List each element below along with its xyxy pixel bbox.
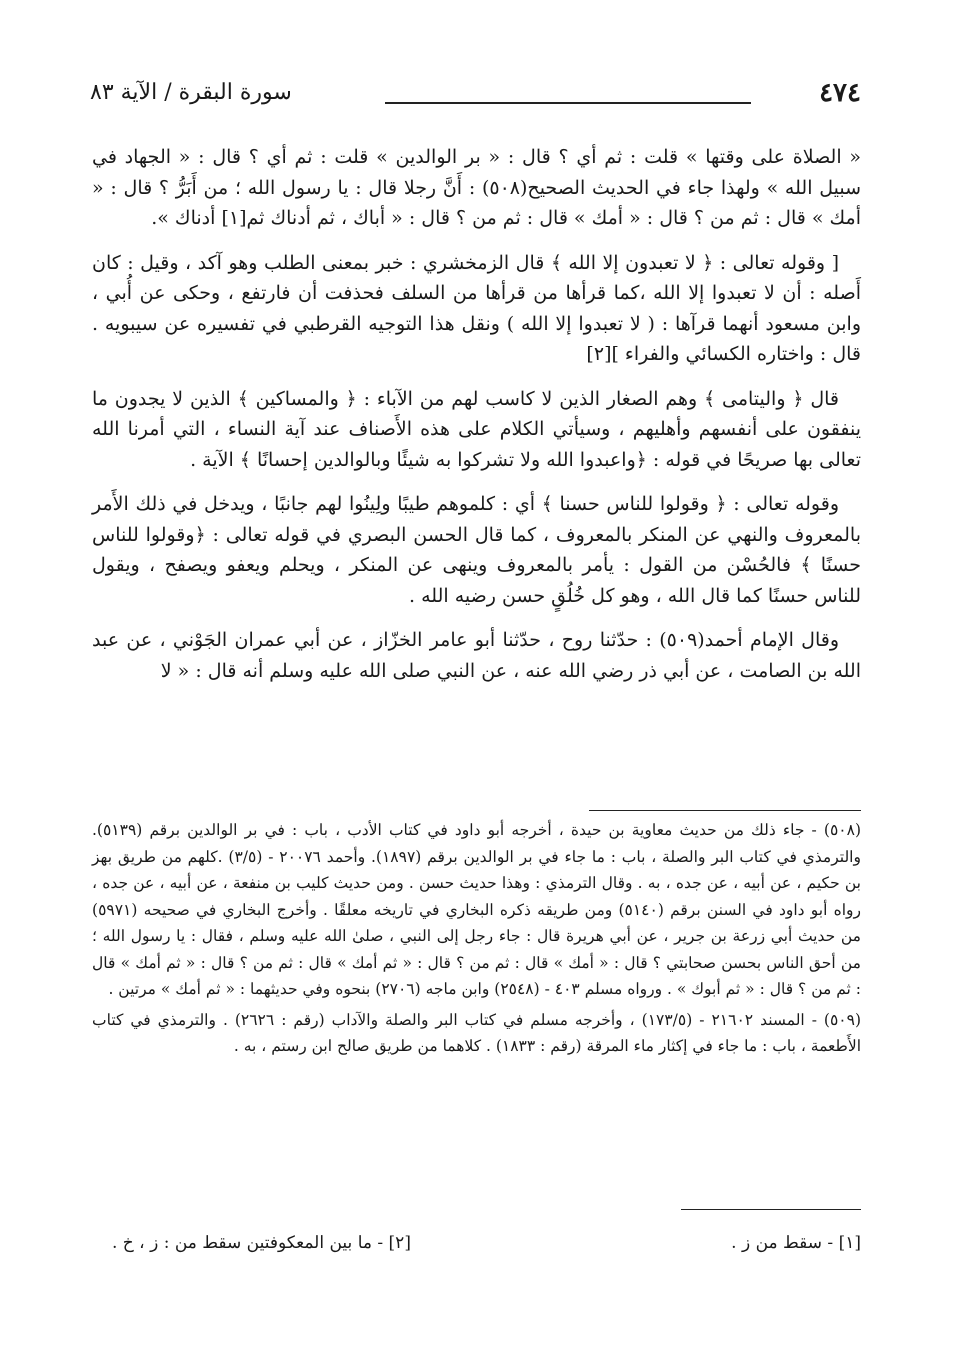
paragraph-hadith-continuation: « الصلاة على وقتها » قلت : ثم أي ؟ قال : « بر الوالدين » قلت : ثم أي ؟ قال : « الجهاد في سبيل الله » ولهذا جاء في الحديث الصحيح(٥٠٨) : أَنَّ رجلا قال : يا رسول الله ؛ من أَبَرُّ ؟ قال : « أمك » قال : ثم من ؟ قال : « أمك » قال : ثم من ؟ قال : « أباك ، ثم أدناك ثم[١] أدناك ». [92,146,861,229]
header-rule [385,102,751,104]
running-title: سورة البقرة / الآية ٨٣ [90,80,292,105]
editorial-notes [112,1233,861,1263]
bottom-note-separator [681,1209,861,1210]
footnote-509: (٥٠٩) - المسند ٢١٦٠٢ - (١٧٣/٥) ، وأخرجه مسلم في كتاب البر والصلة والآداب (رقم : ٢٦٢٦) . والترمذي في كتاب الأَطعمة ، باب : ما جاء في إكثار ماء المرقة (رقم : ١٨٣٣) . كلاهما من طريق صالح ابن رستم ، به . [92,1010,862,1055]
paragraph-speak-kindly: وقوله تعالى : ﴿ وقولوا للناس حسنا ﴾ أي : كلموهم طيبًا ولِينُوا لهم جانبًا ، ويدخل في ذلك الأَمر بالمعروف والنهي عن المنكر بالمعروف ، كما قال الحسن البصري في قوله تعالى : ﴿وقولوا للناس حسنًا ﴾ فالحُسْن من القول : يأمر بالمعروف وينهى عن المنكر ، ويحلم ويعفو ويصفح ، ويقول للناس حسنًا كما قال الله ، وهو كل خُلُقٍ حسن رضيه الله . [92,493,861,607]
page-header [90,78,861,122]
editorial-note-1: [١] - سقط من ز . [731,1233,861,1253]
paragraph-la-tabudun: [ وقوله تعالى : ﴿ لا تعبدون إلا الله ﴾ قال الزمخشري : خبر بمعنى الطلب وهو آكد ، وقيل : كان أَصله : أن لا تعبدوا إلا الله ،كما قرأها من قرأها من السلف فحذفت أن فارتفع ، وحكى عن أُبي ، وابن مسعود أنهما قرآها : ( لا تعبدوا إلا الله ) ونقل هذا التوجيه القرطبي في تفسيره عن سيبويه . قال : واختاره الكسائي والفراء ][٢] [92,251,861,365]
footnote-508: (٥٠٨) - جاء ذلك من حديث معاوية بن حيدة ، أخرجه أبو داود في كتاب الأدب ، باب : في بر الوالدين برقم (٥١٣٩). والترمذي في كتاب البر والصلة ، باب : ما جاء في بر الوالدين برقم (١٨٩٧). وأحمد ٢٠٠٧٦ - (٣/٥) .كلهم من طريق بهز بن حكيم ، عن أبيه ، عن جده ، به . وقال الترمذي : وهذا حديث حسن . ومن حديث كليب بن منفعة ، عن أبيه ، عن جده ، رواه أبو داود في السنن برقم (٥١٤٠) ومن طريقه ذكره البخاري في تاريخه معلقًا . وأخرج البخاري في صحيحه (٥٩٧١) من حديث أبي زرعة بن جرير ، عن أبي هريرة قال : جاء رجل إلى النبي ، صلىٰ الله عليه وسلم ، فقال : يا رسول الله ؛ من أحق الناس بحسن صحابتي ؟ قال : « أمك » قال : ثم من ؟ قال : « ثم أمك » قال : ثم من ؟ قال : « ثم أمك » قال : ثم من ؟ قال : « ثم أبوك » . ورواه مسلم ٤٠٣ - (٢٥٤٨) وابن ماجه (٢٧٠٦) بنحوه وفي حديثهما : « ثم أمك » مرتين . [92,821,861,998]
paragraph-imam-ahmad: وقال الإمام أحمد(٥٠٩) : حدّثنا روح ، حدّثنا أبو عامر الخزّاز ، عن أبي عمران الجَوْني ، عن عبد الله بن الصامت ، عن أبي ذر رضي الله عنه ، عن النبي صلى الله عليه وسلم أنه قال : « لا [92,629,861,682]
editorial-note-2: [٢] - ما بين المعكوفتين سقط من : ز ، خ . [112,1233,411,1253]
footnote-separator [589,810,861,811]
paragraph-orphans-needy: قال ﴿ واليتامى ﴾ وهم الصغار الذين لا كاسب لهم من الآباء : ﴿ والمساكين ﴾ الذين لا يجدون ما ينفقون على أنفسهم وأهليهم ، وسيأتي الكلام على هذه الأَصناف عند آية النساء ، التي أمرنا الله تعالى بها صريحًا في قوله : ﴿واعبدوا الله ولا تشركوا به شيئًا وبالوالدين إحسانًا ﴾ الآية . [92,387,861,471]
footnotes [92,817,861,1064]
main-text [92,142,861,700]
page-number: ٤٧٤ [819,78,861,108]
